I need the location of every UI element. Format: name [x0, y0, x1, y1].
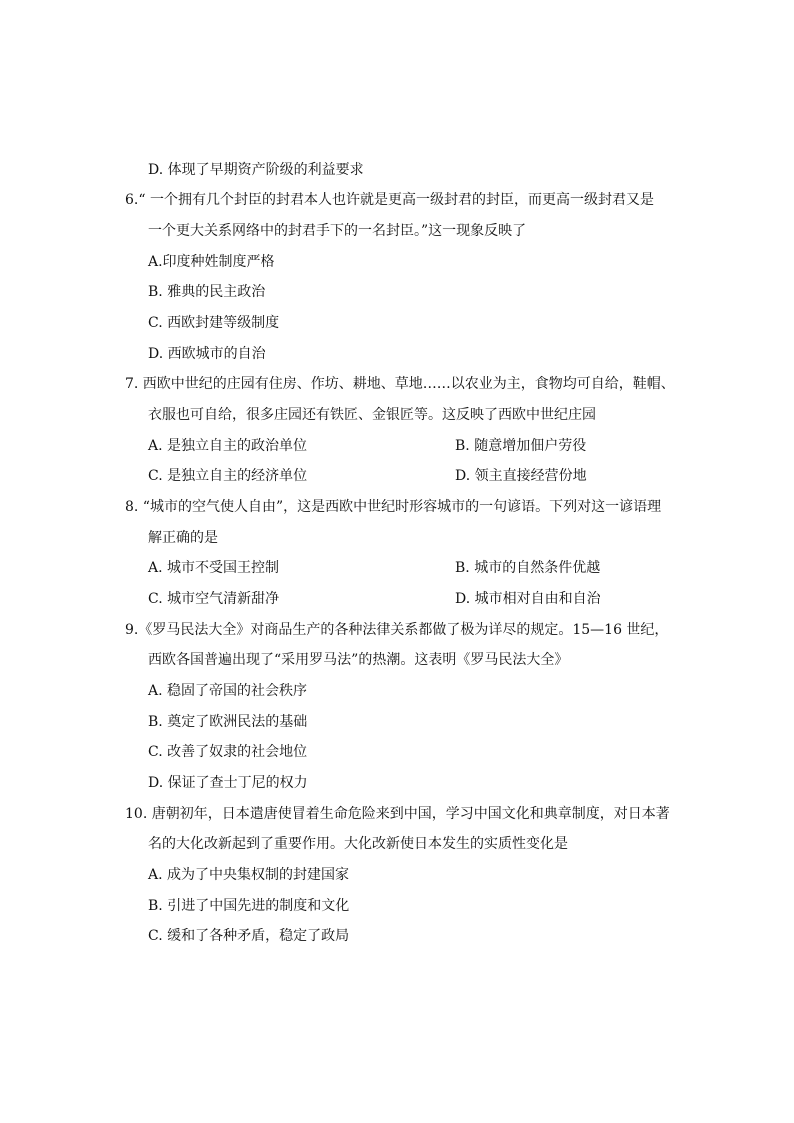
q7-option-b: B. 随意增加佃户劳役 [455, 438, 587, 454]
q9-option-b: B. 奠定了欧洲民法的基础 [148, 714, 308, 730]
q7-option-c: C. 是独立自主的经济单位 [148, 468, 308, 484]
q6-option-c: C. 西欧封建等级制度 [148, 315, 280, 331]
q7-option-a: A. 是独立自主的政治单位 [148, 438, 308, 454]
q8-option-d: D. 城市相对自由和自治 [455, 591, 601, 607]
q8-stem-line-1: 8. “城市的空气使人自由”，这是西欧中世纪时形容城市的一句谚语。下列对这一谚语理 [125, 499, 662, 515]
q8-stem-line-2: 解正确的是 [148, 530, 218, 546]
q6-stem-line-2: 一个更大关系网络中的封君手下的一名封臣。”这一现象反映了 [148, 223, 527, 239]
q10-option-b: B. 引进了中国先进的制度和文化 [148, 898, 350, 914]
q10-option-c: C. 缓和了各种矛盾，稳定了政局 [148, 928, 350, 944]
q10-option-a: A. 成为了中央集权制的封建国家 [148, 867, 350, 883]
q9-option-a: A. 稳固了帝国的社会秩序 [148, 683, 308, 699]
q6-option-b: B. 雅典的民主政治 [148, 284, 266, 300]
q7-option-d: D. 领主直接经营份地 [455, 468, 587, 484]
q7-stem-line-1: 7. 西欧中世纪的庄园有住房、作坊、耕地、草地……以农业为主，食物均可自给，鞋帽、 [125, 376, 675, 392]
q9-option-d: D. 保证了查士丁尼的权力 [148, 775, 308, 791]
q10-stem-line-2: 名的大化改新起到了重要作用。大化改新使日本发生的实质性变化是 [148, 836, 568, 852]
q6-option-d: D. 西欧城市的自治 [148, 346, 266, 362]
q9-stem-line-2: 西欧各国普遍出现了“采用罗马法”的热潮。这表明《罗马民法大全》 [148, 652, 569, 668]
q8-option-a: A. 城市不受国王控制 [148, 560, 280, 576]
q9-stem-line-1: 9.《罗马民法大全》对商品生产的各种法律关系都做了极为详尽的规定。15—16 世纪， [125, 622, 669, 638]
q6-stem-line-1: 6.“ 一个拥有几个封臣的封君本人也许就是更高一级封君的封臣，而更高一级封君又是 [125, 192, 654, 208]
q6-option-a: A.印度种姓制度严格 [148, 254, 275, 270]
q10-stem-line-1: 10. 唐朝初年，日本遣唐使冒着生命危险来到中国，学习中国文化和典章制度，对日本著 [125, 806, 670, 822]
q8-option-c: C. 城市空气清新甜净 [148, 591, 280, 607]
q5-option-d: D. 体现了早期资产阶级的利益要求 [148, 162, 364, 178]
q9-option-c: C. 改善了奴隶的社会地位 [148, 744, 308, 760]
q7-stem-line-2: 衣服也可自给，很多庄园还有铁匠、金银匠等。这反映了西欧中世纪庄园 [148, 407, 596, 423]
q8-option-b: B. 城市的自然条件优越 [455, 560, 601, 576]
